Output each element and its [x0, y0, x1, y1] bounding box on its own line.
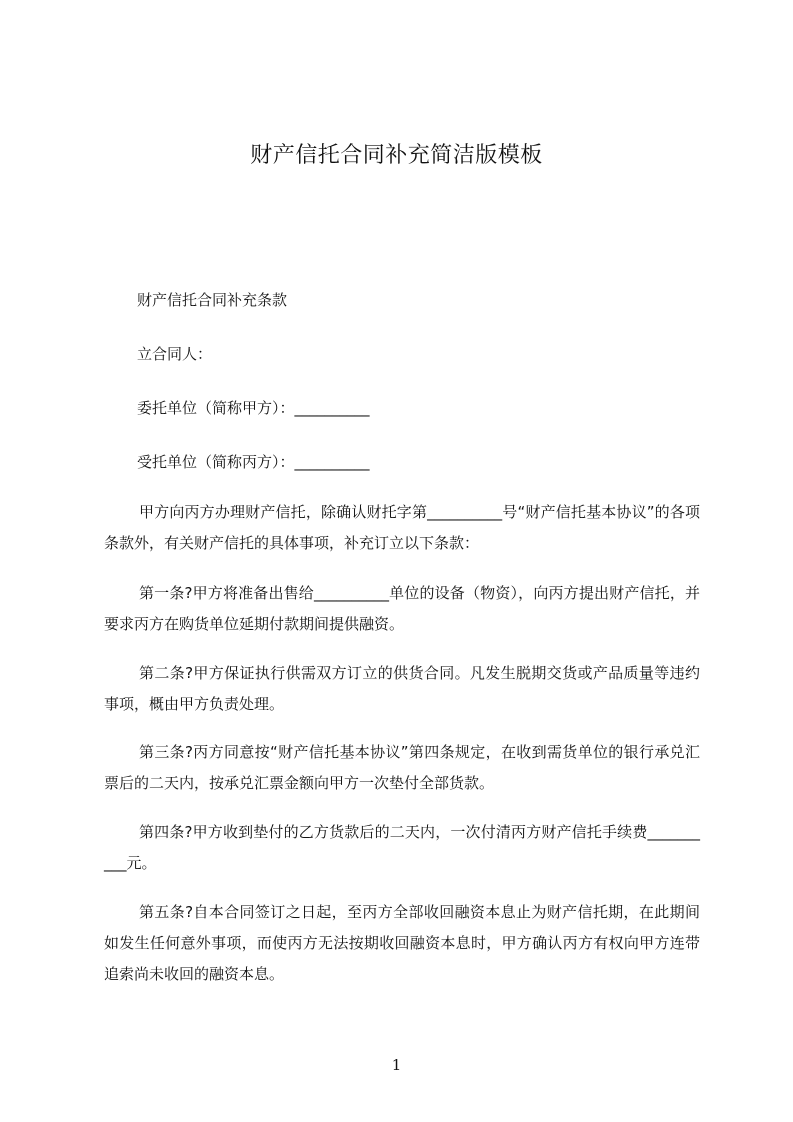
party-a-line: 委托单位（简称甲方）：__________ — [137, 399, 370, 417]
party-c-line: 受托单位（简称丙方）：__________ — [137, 453, 370, 471]
article-3-paragraph: 第三条?丙方同意按“财产信托基本协议”第四条规定，在收到需货单位的银行承兑汇票后的二天内，按承兑汇票金额向甲方一次垫付全部货款。 — [104, 743, 700, 792]
contracting-parties-label: 立合同人： — [137, 345, 213, 363]
article-1-paragraph: 第一条?甲方将准备出售给__________单位的设备（物资），向丙方提出财产信托，并要求丙方在购货单位延期付款期间提供融资。 — [104, 584, 700, 633]
intro-paragraph: 甲方向丙方办理财产信托，除确认财托字第__________号“财产信托基本协议”的各项条款外，有关财产信托的具体事项，补充订立以下条款： — [104, 503, 700, 552]
supplement-heading: 财产信托合同补充条款 — [137, 291, 288, 309]
page-number: 1 — [391, 1056, 402, 1074]
document-title: 财产信托合同补充简洁版模板 — [250, 143, 543, 168]
article-4-paragraph: 第四条?甲方收到垫付的乙方货款后的二天内，一次付清丙方财产信托手续费__________元。 — [104, 823, 700, 872]
article-5-paragraph: 第五条?自本合同签订之日起，至丙方全部收回融资本息止为财产信托期，在此期间如发生任何意外事项，而使丙方无法按期收回融资本息时，甲方确认丙方有权向甲方连带追索尚未收回的融资本息。 — [104, 903, 700, 983]
article-2-paragraph: 第二条?甲方保证执行供需双方订立的供货合同。凡发生脱期交货或产品质量等违约事项，概由甲方负责处理。 — [104, 664, 700, 713]
